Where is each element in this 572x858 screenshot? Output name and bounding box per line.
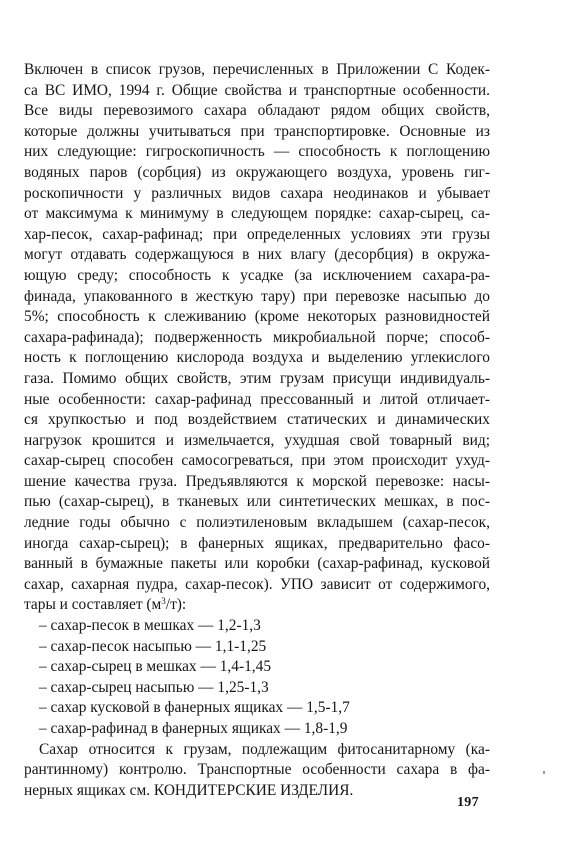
text-line: ные особенности: сахар-рафинад прессованный и литой отличает- xyxy=(24,390,490,408)
text-line: сахара-рафинада); подверженность микробиальной порче; способ- xyxy=(24,328,490,346)
text-line: хар-песок, сахар-рафинад; при определенных условиях эти грузы xyxy=(24,225,490,243)
text-line: Все виды перевозимого сахара обладают рядом общих свойств, xyxy=(24,102,490,120)
text-line: ледние годы обычно с полиэтиленовым вкладышем (сахар-песок, xyxy=(24,514,490,532)
text-line: Включен в список грузов, перечисленных в Приложении С Кодек- xyxy=(24,61,490,78)
text-line: нерных ящиках см. КОНДИТЕРСКИЕ ИЗДЕЛИЯ. xyxy=(24,781,354,799)
upo-list xyxy=(24,616,490,740)
text-line: роскопичности у различных видов сахара неодинаков и убывает xyxy=(24,184,490,202)
paragraph-sugar-properties xyxy=(24,60,490,616)
units-superscript: 3 xyxy=(161,596,166,607)
list-item: – сахар-сырец насыпью — 1,25-1,3 xyxy=(39,678,269,696)
text-line: шение качества груза. Предъявляются к морской перевозке: насы- xyxy=(24,472,490,490)
list-item: – сахар кусковой в фанерных ящиках — 1,5-1,7 xyxy=(39,699,350,717)
text-line: газа. Помимо общих свойств, этим грузам присущи индивидуаль- xyxy=(24,369,490,387)
text-line: Сахар относится к грузам, подлежащим фитосанитарному (ка- xyxy=(39,740,490,758)
text-line: ванный в бумажные пакеты или коробки (сахар-рафинад, кусковой xyxy=(24,555,490,573)
text-line: ся хрупкостью и под воздействием статических и динамических xyxy=(24,411,490,429)
text-line: иногда сахар-сырец); в фанерных ящиках, предварительно фасо- xyxy=(24,534,490,552)
text-line: сахар-сырец способен самосогреваться, при этом происходит ухуд- xyxy=(24,452,490,470)
list-item: – сахар-рафинад в фанерных ящиках — 1,8-1,9 xyxy=(39,720,348,737)
units-prefix: тары и составляет (м xyxy=(24,596,162,614)
text-line: 5%; способность к слеживанию (кроме некоторых разновидностей xyxy=(24,308,490,326)
text-line: ющую среду; способность к усадке (за исключением сахара-ра- xyxy=(24,266,490,284)
text-line: ность к поглощению кислорода воздуха и выделению углекислого xyxy=(24,349,490,367)
text-line: которые должны учитываться при транспортировке. Основные из xyxy=(24,122,490,140)
page-number: 197 xyxy=(457,795,479,810)
scan-speck xyxy=(543,771,545,774)
paragraph-phytosanitary xyxy=(24,740,490,802)
text-line: нагрузок крошится и измельчается, ухудшая свой товарный вид; xyxy=(24,431,490,449)
text-line-units xyxy=(24,595,490,616)
text-line: финада, упакованного в жесткую тару) при перевозке насыпью до xyxy=(24,287,490,305)
units-suffix: /т): xyxy=(165,596,187,614)
text-line: пью (сахар-сырец), в тканевых или синтетических мешках, в пос- xyxy=(24,493,490,511)
list-item: – сахар-сырец в мешках — 1,4-1,45 xyxy=(39,658,272,676)
list-item: – сахар-песок насыпью — 1,1-1,25 xyxy=(39,637,267,655)
text-line: них следующие: гигроскопичность — способность к поглощению xyxy=(24,143,490,161)
text-line: са ВС ИМО, 1994 г. Общие свойства и транспортные особенности. xyxy=(24,81,490,99)
page-body xyxy=(24,60,490,801)
text-line: от максимума к минимуму в следующем порядке: сахар-сырец, са- xyxy=(24,205,490,223)
text-line: водяных паров (сорбция) из окружающего воздуха, уровень гиг- xyxy=(24,163,490,181)
text-line: сахар, сахарная пудра, сахар-песок). УПО зависит от содержимого, xyxy=(24,575,490,593)
text-line: рантинному) контролю. Транспортные особенности сахара в фа- xyxy=(24,761,490,779)
list-item: – сахар-песок в мешках — 1,2-1,3 xyxy=(39,617,261,635)
text-line: могут отдавать содержащуюся в них влагу (десорбция) в окружа- xyxy=(24,246,490,264)
